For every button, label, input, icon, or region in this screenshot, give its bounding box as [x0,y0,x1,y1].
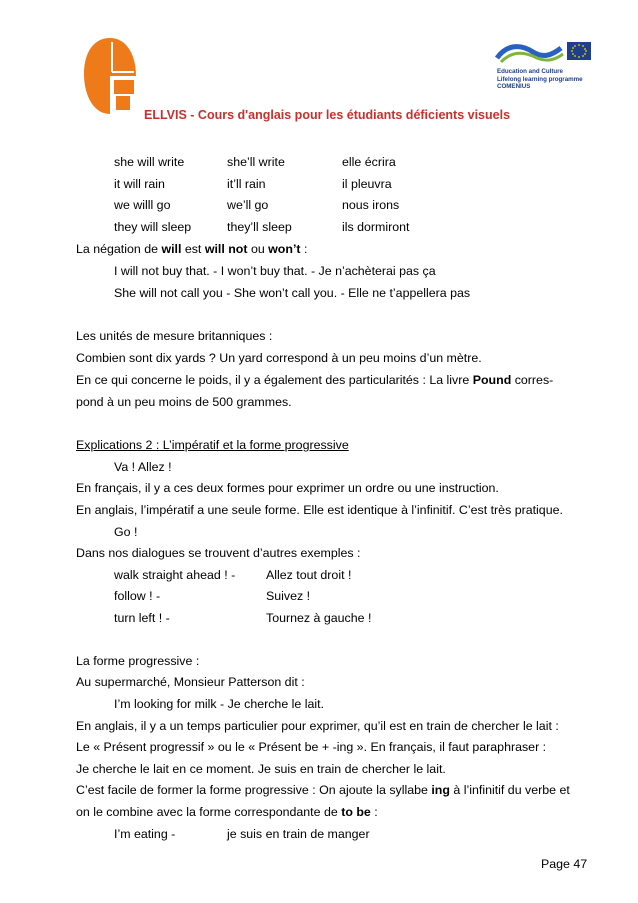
example-line: Va ! Allez ! [114,460,172,474]
eu-programme-logo [495,40,593,66]
negation-example-2: She will not call you - She won’t call you. - Elle ne t’appellera pas [114,286,471,300]
body-line: Dans nos dialogues se trouvent d’autres exemples : [76,546,361,560]
table-row: she’ll write [227,155,285,169]
list-item: Suivez ! [266,589,311,603]
table-row: they will sleep [114,220,192,234]
table-row: ils dormiront [342,220,410,234]
eu-programme-text [497,68,583,91]
units-line: pond à un peu moins de 500 grammes. [76,395,292,409]
table-row: we willl go [114,198,171,212]
units-heading: Les unités de mesure britanniques : [76,329,273,343]
example-line: I’m looking for milk - Je cherche le lait. [114,697,325,711]
body-line: La forme progressive : [76,654,200,668]
eu-line-2: Lifelong learning programme [497,75,583,83]
table-row: they’ll sleep [227,220,292,234]
negation-line: La négation de will est will not ou won’t : [76,242,308,256]
eu-line-1: Education and Culture [497,68,564,75]
page-header-title: ELLVIS - Cours d'anglais pour les étudiants déficients visuels [144,108,511,122]
example-line: I’m eating - [114,827,176,841]
table-row: il pleuvra [342,177,392,191]
negation-example-1: I will not buy that. - I won’t buy that. - Je n’achèterai pas ça [114,264,436,278]
body-line: En français, il y a ces deux formes pour exprimer un ordre ou une instruction. [76,481,499,495]
eu-line-3: COMENIUS [497,83,531,91]
body-line: C’est facile de former la forme progressive : On ajoute la syllabe ing à l’infinitif du verbe et [76,783,570,797]
body-line: Le « Présent progressif » ou le « Présent be + -ing ». En français, il faut paraphraser : [76,740,547,754]
list-item: Tournez à gauche ! [266,611,372,625]
body-line: Au supermarché, Monsieur Patterson dit : [76,675,305,689]
units-line: En ce qui concerne le poids, il y a également des particularités : La livre Pound corres- [76,373,554,387]
body-line: Je cherche le lait en ce moment. Je suis en train de chercher le lait. [76,762,446,776]
section-heading: Explications 2 : L’impératif et la forme progressive [76,438,349,452]
table-row: it will rain [114,177,165,191]
list-item: follow ! - [114,589,161,603]
example-line: je suis en train de manger [227,827,370,841]
units-line: Combien sont dix yards ? Un yard correspond à un peu moins d’un mètre. [76,351,482,365]
body-line: En anglais, l’impératif a une seule forme. Elle est identique à l’infinitif. C’est très pratique. [76,503,563,517]
body-line: En anglais, il y a un temps particulier pour exprimer, qu’il est en train de chercher le lait : [76,719,559,733]
table-row: we’ll go [227,198,269,212]
table-row: nous irons [342,198,400,212]
ellvis-logo [82,36,138,116]
page-number: Page 47 [541,857,588,871]
table-row: she will write [114,155,185,169]
list-item: Allez tout droit ! [266,568,352,582]
table-row: elle écrira [342,155,396,169]
table-row: it’ll rain [227,177,266,191]
list-item: turn left ! - [114,611,170,625]
example-line: Go ! [114,525,138,539]
list-item: walk straight ahead ! - [114,568,236,582]
body-line: on le combine avec la forme correspondante de to be : [76,805,378,819]
